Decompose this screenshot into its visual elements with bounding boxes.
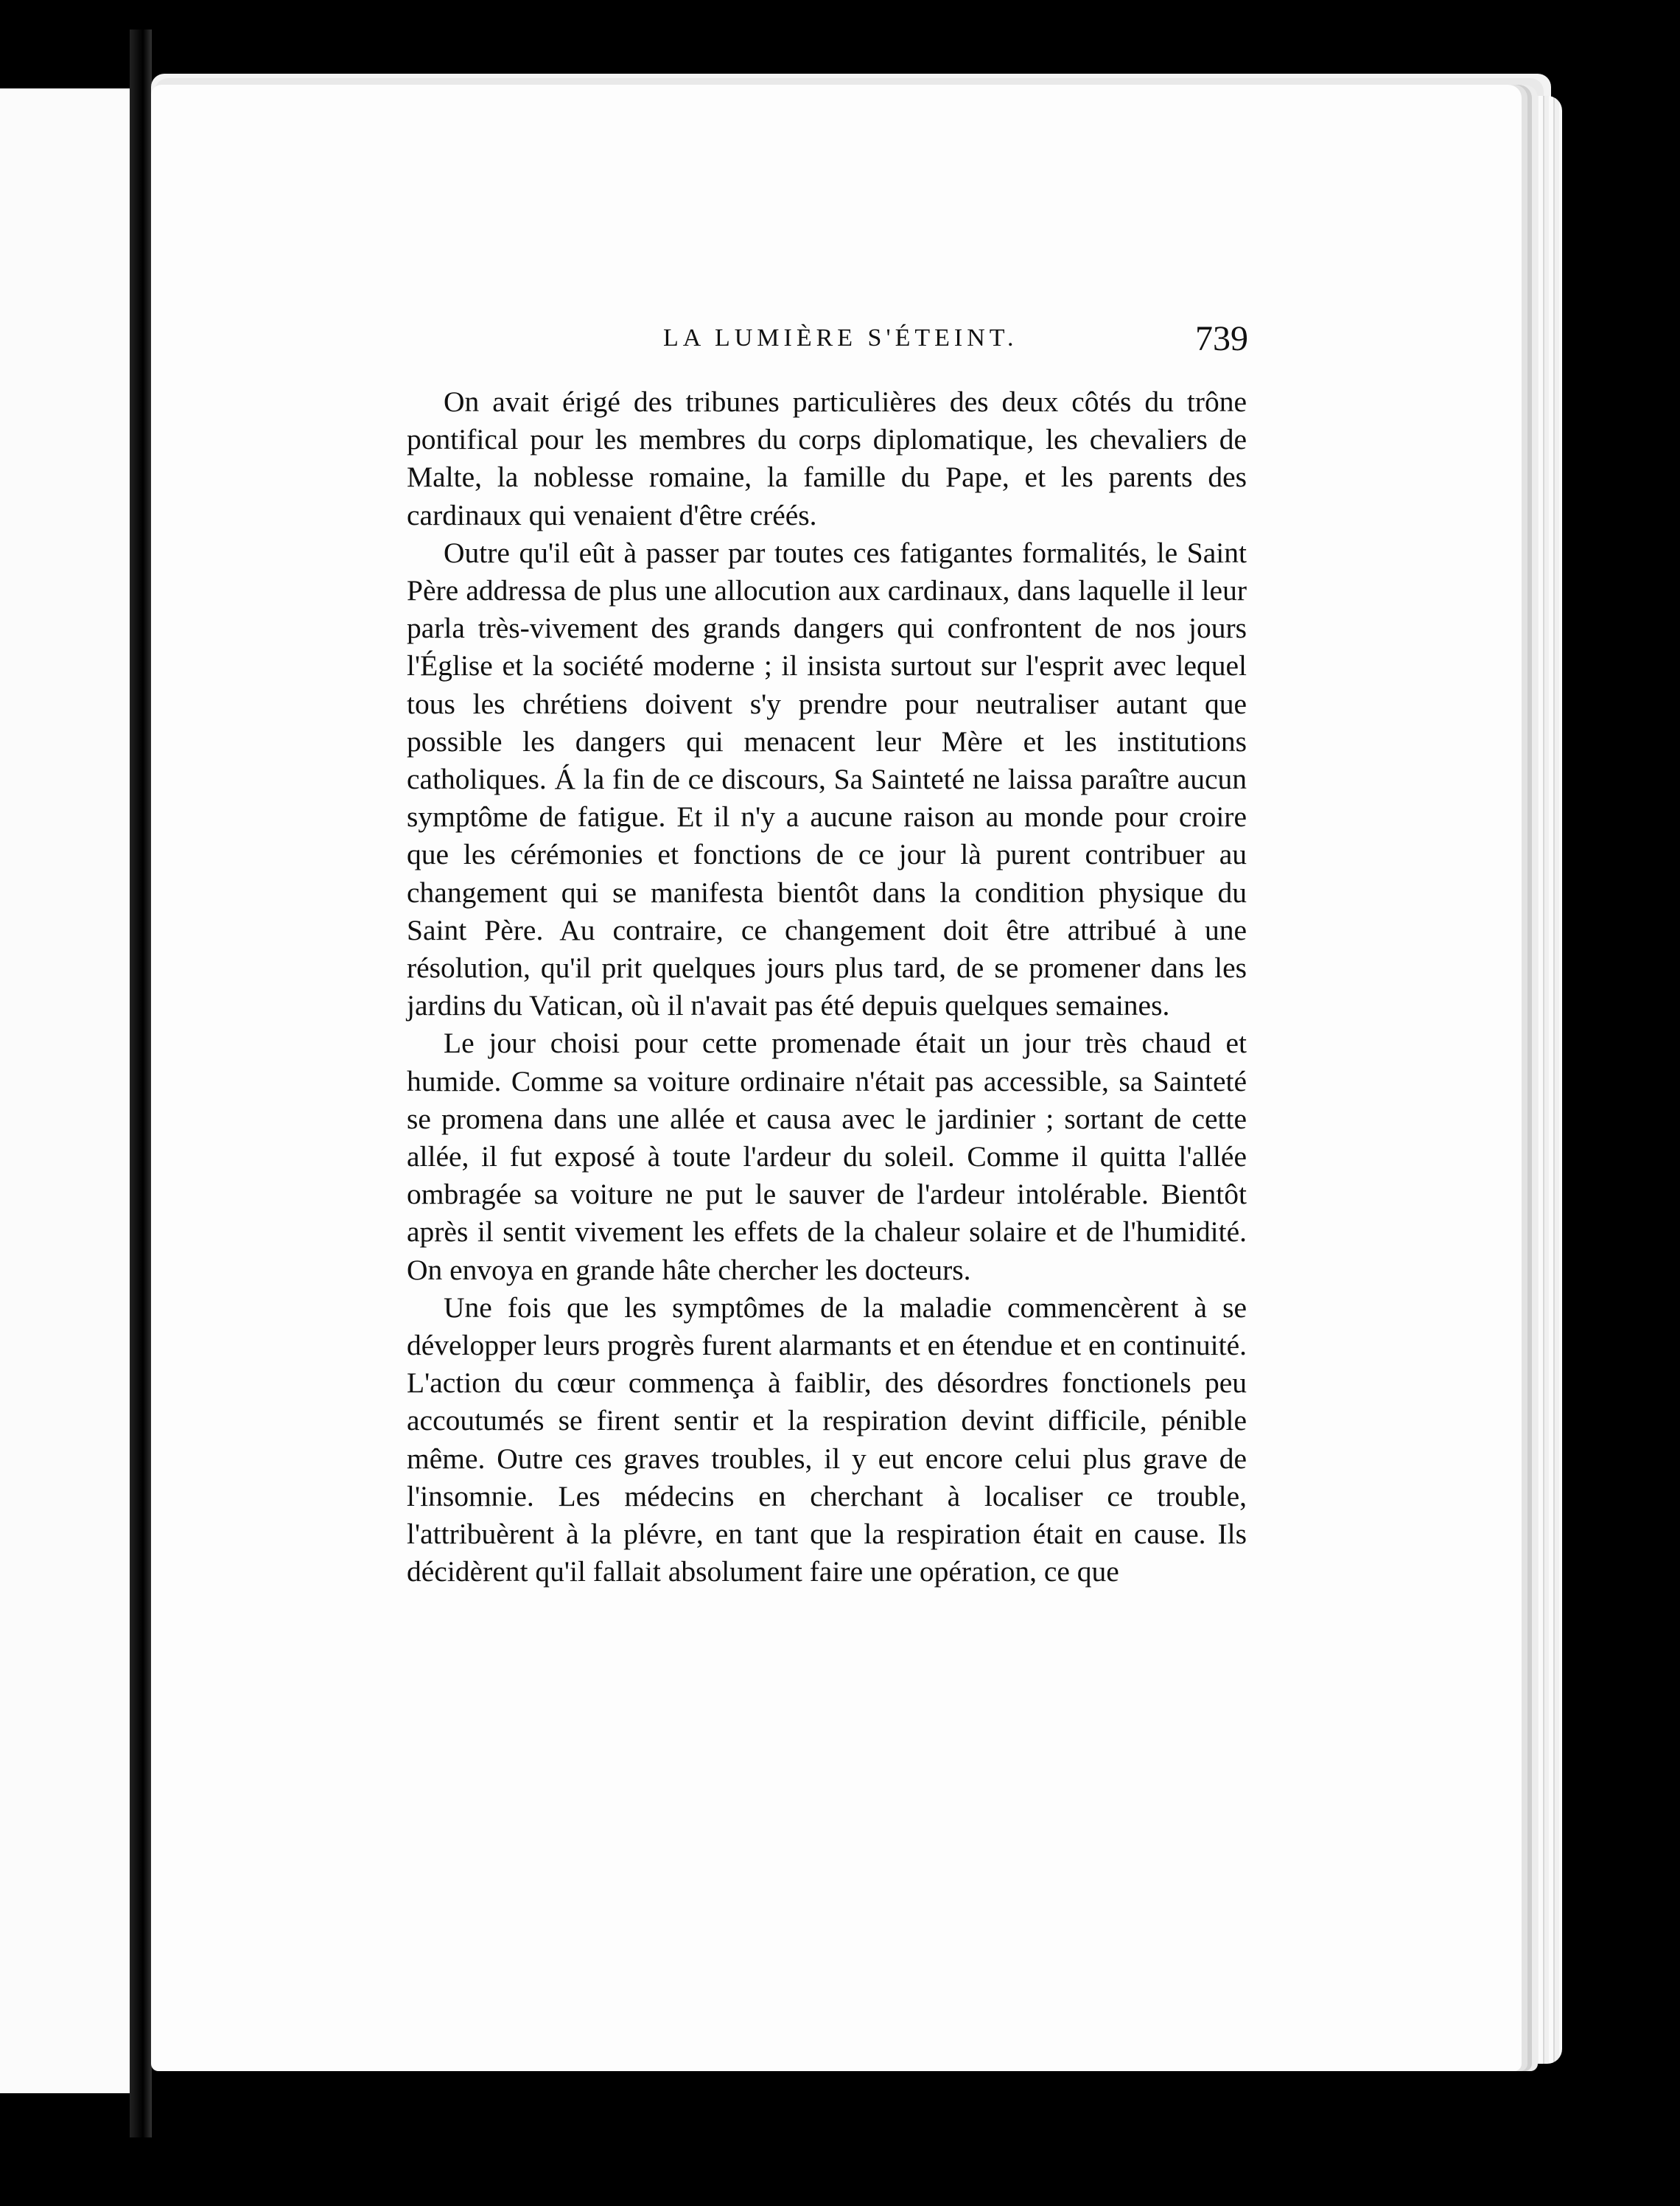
- running-head: LA LUMIÈRE S'ÉTEINT.: [663, 324, 1018, 352]
- paragraph: On avait érigé des tribunes particulières des deux côtés du trône pontifical pour les membres du corps diplomatique, les chevaliers de Malte, la noblesse romaine, la famille du Pape, et les parents des cardinaux qui venaient d'être créés.: [407, 385, 1247, 531]
- left-page-edge: [0, 88, 140, 2093]
- page-edges: [1518, 96, 1562, 2064]
- body-text: [407, 383, 1247, 1591]
- paragraph: Une fois que les symptômes de la maladie commencèrent à se développer leurs progrès furent alarmants et en étendue et en continuité. L'action du cœur commença à faiblir, des désordres fonctionels peu accoutumés se firent sentir et la respiration devint difficile, pénible même. Outre ces graves troubles, il y eut encore celui plus grave de l'insomnie. Les médecins en cherchant à localiser ce trouble, l'attribuèrent à la plévre, en tant que la respiration était en cause. Ils décidèrent qu'il fallait absolument faire une opération, ce que: [407, 1291, 1247, 1588]
- paragraph: Outre qu'il eût à passer par toutes ces fatigantes formalités, le Saint Père addressa de plus une allocution aux cardinaux, dans laquelle il leur parla très-vivement des grands dangers qui confrontent de nos jours l'Église et la société moderne ; il insista surtout sur l'esprit avec lequel tous les chrétiens doivent s'y prendre pour neutraliser autant que possible les dangers qui menacent leur Mère et les institutions catholiques. Á la fin de ce discours, Sa Sainteté ne laissa paraître aucun symptôme de fatigue. Et il n'y a aucune raison au monde pour croire que les cérémonies et fonctions de ce jour là purent contribuer au changement qui se manifesta bientôt dans la condition physique du Saint Père. Au contraire, ce changement doit être attribué à une résolution, qu'il prit quelques jours plus tard, de se promener dans les jardins du Vatican, où il n'avait pas été depuis quelques semaines.: [407, 536, 1247, 1022]
- page-number: 739: [1195, 319, 1248, 358]
- page-header: [0, 319, 1371, 369]
- paragraph: Le jour choisi pour cette promenade était un jour très chaud et humide. Comme sa voiture ordinaire n'était pas accessible, sa Sainteté se promena dans une allée et causa avec le jardinier ; sortant de cette allée, il fut exposé à toute l'ardeur du soleil. Comme il quitta l'allée ombragée sa voiture ne put le sauver de l'ardeur intolérable. Bientôt après il sentit vivement les effets de la chaleur solaire et de l'humidité. On envoya en grande hâte chercher les docteurs.: [407, 1027, 1247, 1286]
